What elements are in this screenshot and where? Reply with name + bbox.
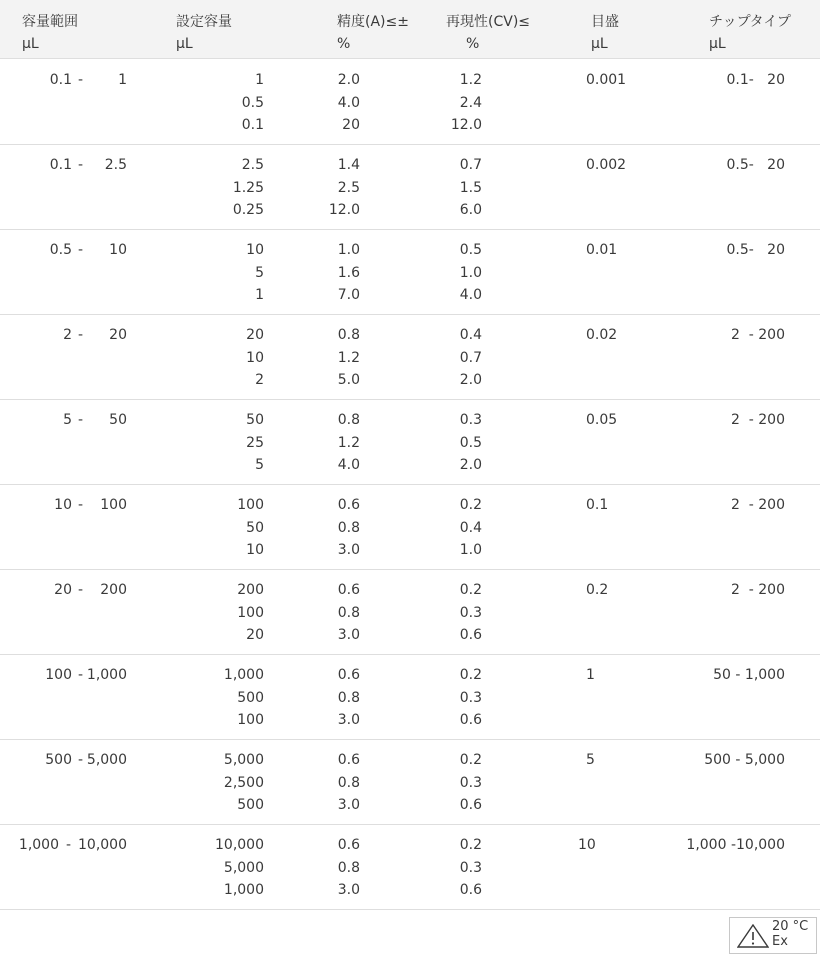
cv-value: 0.3: [459, 412, 482, 428]
cv-value: 0.7: [459, 349, 482, 366]
accuracy-value: 3.0: [337, 542, 360, 559]
accuracy-value: 0.8: [337, 604, 360, 621]
cv-value: 0.6: [459, 627, 482, 644]
set-volume-value: 0.5: [241, 94, 264, 111]
table-row: [0, 824, 820, 910]
range-dash: -: [78, 72, 84, 88]
cv: [420, 834, 482, 902]
cv: [420, 664, 482, 732]
set-volume-value: 100: [237, 712, 264, 729]
header-set-volume-unit: μL: [176, 36, 193, 52]
accuracy-value: 12.0: [328, 202, 360, 219]
badge-ex-label: Ex: [772, 934, 788, 949]
cv-value: 1.2: [459, 72, 482, 88]
header-graduation-unit: μL: [591, 36, 608, 52]
cv-value: 0.2: [459, 752, 482, 768]
set-volume-value: 1.25: [232, 179, 264, 196]
cv-value: 0.7: [459, 157, 482, 173]
set-volume-value: 10,000: [215, 837, 264, 853]
warning-triangle-icon: [737, 924, 769, 948]
set-volume-value: 20: [246, 327, 264, 343]
header-cv: [446, 11, 530, 55]
range-min: 10: [54, 497, 72, 513]
cv: [420, 494, 482, 562]
set-volume-value: 20: [246, 627, 264, 644]
cv-value: 6.0: [459, 202, 482, 219]
range-dash: -: [78, 667, 84, 683]
cv-value: 0.6: [459, 712, 482, 729]
graduation: 0.02: [586, 327, 618, 343]
graduation: 0.001: [586, 72, 627, 88]
set-volume-value: 200: [237, 582, 264, 598]
set-volume-value: 5,000: [223, 859, 264, 876]
range-min: 20: [54, 582, 72, 598]
accuracy-value: 5.0: [337, 372, 360, 389]
range-min: 500: [45, 752, 72, 768]
accuracy-value: 0.8: [337, 327, 360, 343]
accuracy-value: 1.2: [337, 349, 360, 366]
cv-value: 0.5: [459, 434, 482, 451]
table-row: [0, 569, 820, 655]
range-min: 2: [63, 327, 72, 343]
range-max: 10: [109, 242, 127, 258]
set-volume: [150, 409, 264, 477]
range-max: 100: [100, 497, 127, 513]
accuracy-value: 3.0: [337, 797, 360, 814]
set-volume: [150, 579, 264, 647]
graduation: 0.002: [586, 157, 627, 173]
set-volume: [150, 239, 264, 307]
tip-type: 0.5- 20: [726, 157, 785, 173]
accuracy: [300, 579, 360, 647]
cv: [420, 579, 482, 647]
accuracy: [300, 834, 360, 902]
range-max: 1: [118, 72, 127, 88]
set-volume: [150, 494, 264, 562]
cv-value: 1.0: [459, 264, 482, 281]
set-volume-value: 2,500: [223, 774, 264, 791]
header-tip-type-label: チップタイプ: [709, 14, 791, 30]
graduation: 0.05: [586, 412, 618, 428]
range-min: 0.1: [49, 72, 72, 88]
accuracy-value: 0.6: [337, 667, 360, 683]
cv: [420, 324, 482, 392]
graduation: 5: [586, 752, 595, 768]
accuracy-value: 0.8: [337, 519, 360, 536]
set-volume-value: 10: [246, 242, 264, 258]
range-max: 50: [109, 412, 127, 428]
cv: [420, 154, 482, 222]
set-volume: [150, 749, 264, 817]
cv-value: 0.3: [459, 689, 482, 706]
cv-value: 0.4: [459, 327, 482, 343]
cv-value: 0.6: [459, 797, 482, 814]
accuracy-value: 4.0: [337, 457, 360, 474]
cv-value: 0.2: [459, 667, 482, 683]
table-row: [0, 314, 820, 400]
set-volume: [150, 324, 264, 392]
accuracy-value: 20: [342, 117, 360, 134]
accuracy-value: 0.6: [337, 497, 360, 513]
table-row: [0, 484, 820, 570]
header-accuracy: [337, 11, 409, 55]
range-dash: -: [78, 157, 84, 173]
accuracy-value: 0.8: [337, 859, 360, 876]
cv-value: 4.0: [459, 287, 482, 304]
accuracy-value: 1.2: [337, 434, 360, 451]
header-graduation-label: 目盛: [591, 14, 619, 30]
tip-type: 500 - 5,000: [704, 752, 785, 768]
header-cv-unit: %: [466, 36, 480, 52]
graduation: 0.2: [586, 582, 609, 598]
range-min: 0.5: [49, 242, 72, 258]
cv-value: 0.4: [459, 519, 482, 536]
tip-type: 2 - 200: [730, 412, 785, 428]
set-volume-value: 50: [246, 412, 264, 428]
set-volume-value: 1,000: [223, 667, 264, 683]
accuracy: [300, 154, 360, 222]
accuracy: [300, 239, 360, 307]
header-accuracy-label: 精度(A)≤±: [337, 14, 409, 30]
cv-value: 2.0: [459, 457, 482, 474]
range-min: 0.1: [49, 157, 72, 173]
header-volume-range-unit: μL: [22, 36, 39, 52]
cv-value: 0.6: [459, 882, 482, 899]
tip-type: 2 - 200: [730, 327, 785, 343]
set-volume-value: 5,000: [223, 752, 264, 768]
header-accuracy-unit: %: [337, 36, 351, 52]
set-volume: [150, 69, 264, 137]
header-set-volume-label: 設定容量: [176, 14, 232, 30]
tip-type: 2 - 200: [730, 497, 785, 513]
table-row: [0, 399, 820, 485]
tip-type: 0.1- 20: [726, 72, 785, 88]
set-volume-value: 1: [255, 72, 264, 88]
accuracy: [300, 69, 360, 137]
accuracy: [300, 409, 360, 477]
graduation: 0.01: [586, 242, 618, 258]
range-dash: -: [78, 497, 84, 513]
tip-type: 50 - 1,000: [713, 667, 785, 683]
header-graduation: [591, 11, 619, 55]
set-volume-value: 5: [255, 457, 264, 474]
cv-value: 0.2: [459, 837, 482, 853]
range-max: 5,000: [86, 752, 127, 768]
cv: [420, 69, 482, 137]
cv: [420, 749, 482, 817]
accuracy-value: 0.8: [337, 689, 360, 706]
table-row: [0, 59, 820, 145]
set-volume-value: 500: [237, 689, 264, 706]
accuracy-value: 2.0: [337, 72, 360, 88]
table-header: [0, 0, 820, 59]
table-row: [0, 739, 820, 825]
header-volume-range: [22, 11, 78, 55]
accuracy-value: 0.8: [337, 412, 360, 428]
accuracy-value: 1.6: [337, 264, 360, 281]
cv-value: 0.3: [459, 604, 482, 621]
set-volume-value: 1,000: [223, 882, 264, 899]
set-volume: [150, 664, 264, 732]
table-row: [0, 654, 820, 740]
header-cv-label: 再現性(CV)≤: [446, 14, 531, 30]
cv-value: 0.5: [459, 242, 482, 258]
set-volume: [150, 834, 264, 902]
set-volume-value: 2: [255, 372, 264, 389]
cv-value: 12.0: [450, 117, 482, 134]
set-volume-value: 5: [255, 264, 264, 281]
range-min: 100: [45, 667, 72, 683]
range-max: 200: [100, 582, 127, 598]
range-max: 20: [109, 327, 127, 343]
range-dash: -: [78, 582, 84, 598]
accuracy: [300, 324, 360, 392]
set-volume: [150, 154, 264, 222]
badge-temperature: 20 °C: [772, 919, 809, 934]
set-volume-value: 2.5: [241, 157, 264, 173]
cv-value: 0.2: [459, 497, 482, 513]
tip-type: 2 - 200: [730, 582, 785, 598]
tip-type: 1,000 -10,000: [686, 837, 785, 853]
set-volume-value: 50: [246, 519, 264, 536]
temperature-badge: [729, 917, 817, 954]
accuracy-value: 2.5: [337, 179, 360, 196]
table-row: [0, 229, 820, 315]
range-dash: -: [78, 327, 84, 343]
header-volume-range-label: 容量範囲: [22, 14, 78, 30]
accuracy: [300, 664, 360, 732]
range-max: 10,000: [78, 837, 127, 853]
set-volume-value: 100: [237, 497, 264, 513]
accuracy: [300, 749, 360, 817]
range-min: 1,000: [18, 837, 59, 853]
accuracy-value: 3.0: [337, 882, 360, 899]
cv-value: 0.2: [459, 582, 482, 598]
accuracy-value: 0.6: [337, 582, 360, 598]
header-tip-type: [709, 11, 791, 55]
set-volume-value: 500: [237, 797, 264, 814]
set-volume-value: 1: [255, 287, 264, 304]
accuracy-value: 3.0: [337, 712, 360, 729]
range-dash: -: [78, 242, 84, 258]
range-max: 1,000: [86, 667, 127, 683]
set-volume-value: 25: [246, 434, 264, 451]
accuracy: [300, 494, 360, 562]
accuracy-value: 1.4: [337, 157, 360, 173]
graduation: 0.1: [586, 497, 609, 513]
cv-value: 1.0: [459, 542, 482, 559]
cv-value: 2.4: [459, 94, 482, 111]
cv: [420, 409, 482, 477]
accuracy-value: 3.0: [337, 627, 360, 644]
accuracy-value: 7.0: [337, 287, 360, 304]
set-volume-value: 0.1: [241, 117, 264, 134]
header-set-volume: [176, 11, 232, 55]
graduation: 1: [586, 667, 595, 683]
range-dash: -: [78, 752, 84, 768]
range-max: 2.5: [104, 157, 127, 173]
set-volume-value: 10: [246, 542, 264, 559]
cv: [420, 239, 482, 307]
cv-value: 0.3: [459, 774, 482, 791]
header-tip-type-unit: μL: [709, 36, 726, 52]
tip-type: 0.5- 20: [726, 242, 785, 258]
table-row: [0, 144, 820, 230]
accuracy-value: 1.0: [337, 242, 360, 258]
set-volume-value: 10: [246, 349, 264, 366]
accuracy-value: 0.6: [337, 837, 360, 853]
cv-value: 1.5: [459, 179, 482, 196]
cv-value: 0.3: [459, 859, 482, 876]
accuracy-value: 0.6: [337, 752, 360, 768]
range-min: 5: [63, 412, 72, 428]
accuracy-value: 0.8: [337, 774, 360, 791]
cv-value: 2.0: [459, 372, 482, 389]
set-volume-value: 100: [237, 604, 264, 621]
set-volume-value: 0.25: [232, 202, 264, 219]
range-dash: -: [66, 837, 72, 853]
graduation: 10: [578, 837, 596, 853]
range-dash: -: [78, 412, 84, 428]
accuracy-value: 4.0: [337, 94, 360, 111]
